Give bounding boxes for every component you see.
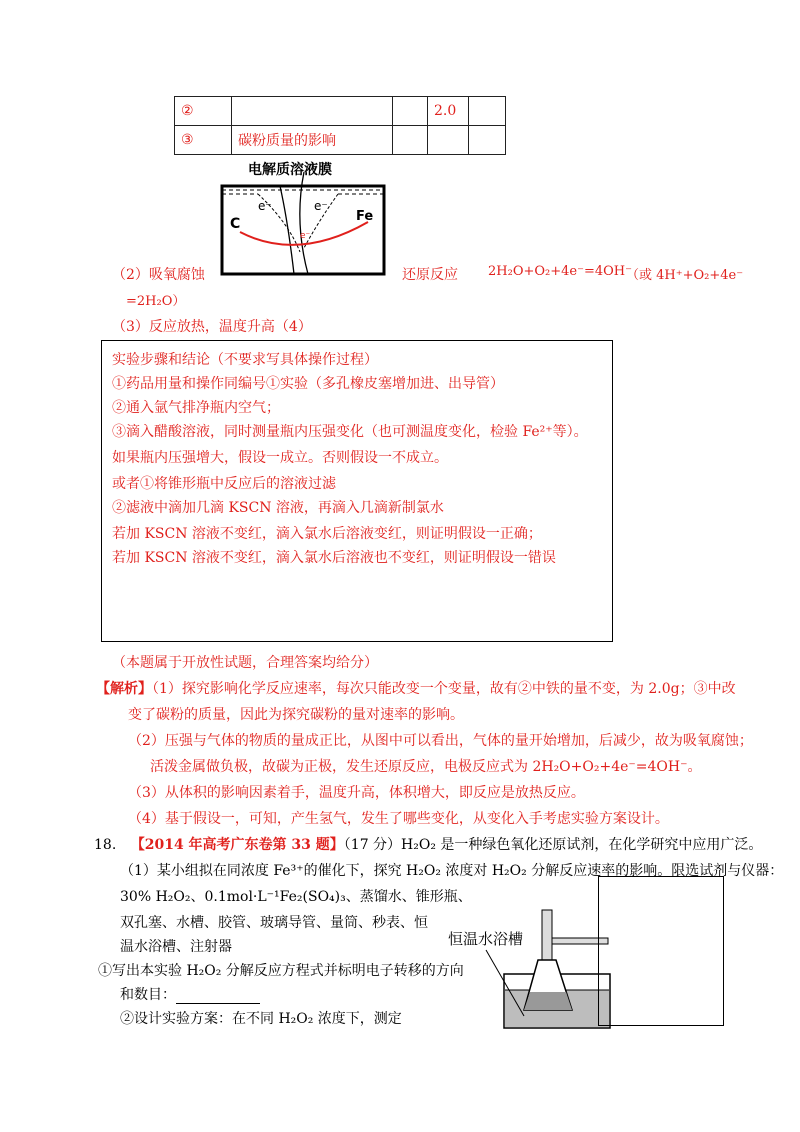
- electron-label: e⁻: [314, 199, 328, 213]
- box-line: 若加 KSCN 溶液不变红，滴入氯水后溶液也不变红，则证明假设一错误: [112, 550, 556, 566]
- conditions-table: [174, 96, 506, 155]
- answer-2-alt-equation: （或 4H⁺+O₂+4e⁻: [626, 268, 744, 283]
- question-text: ①写出本实验 H₂O₂ 分解反应方程式并标明电子转移的方向: [98, 963, 464, 979]
- question-18-header: [94, 834, 762, 854]
- table-cell: [232, 97, 393, 126]
- box-line: 实验步骤和结论（不要求写具体操作过程）: [112, 352, 378, 368]
- answer-3: （3）反应放热，温度升高（4）: [112, 319, 312, 335]
- answer-2-alt-equation-end: =2H₂O）: [126, 294, 186, 309]
- box-line: ③滴入醋酸溶液，同时测量瓶内压强变化（也可测温度变化，检验 Fe²⁺等）。: [112, 424, 588, 440]
- answer-blank[interactable]: [176, 989, 260, 1004]
- box-line: ①药品用量和操作同编号①实验（多孔橡皮塞增加进、出导管）: [112, 376, 504, 392]
- iron-label: Fe: [356, 209, 374, 224]
- box-line: ②滤液中滴加几滴 KSCN 溶液，再滴入几滴新制氯水: [112, 500, 444, 516]
- water-bath-figure: [446, 906, 616, 1030]
- question-source: 【2014 年高考广东卷第 33 题】: [130, 837, 344, 853]
- box-line: 若加 KSCN 溶液不变红，滴入氯水后溶液变红，则证明假设一正确；: [112, 526, 542, 542]
- analysis-text: 活泼金属做负极，故碳为正极，发生还原反应，电极反应式为 2H₂O+O₂+4e⁻=4OH⁻。: [150, 759, 702, 775]
- table-cell: 2.0: [428, 97, 469, 126]
- question-text: （1）某小组拟在同浓度 Fe³⁺的催化下，探究 H₂O₂ 浓度对 H₂O₂ 分解反应速率的影响。限选试剂与仪器：: [120, 863, 784, 879]
- table-cell: 碳粉质量的影响: [232, 126, 393, 155]
- question-text: 30% H₂O₂、0.1mol·L⁻¹Fe₂(SO₄)₃、蒸馏水、锥形瓶、: [120, 889, 472, 905]
- table-cell: [393, 126, 428, 155]
- answer-2-equation: 2H₂O+O₂+4e⁻=4OH⁻: [488, 264, 632, 279]
- table-cell: [393, 97, 428, 126]
- analysis-text: （2）压强与气体的物质的量成正比，从图中可以看出，气体的量开始增加，后减少，故为吸氧腐蚀；: [128, 733, 753, 749]
- table-cell: ③: [175, 126, 232, 155]
- table-row: [175, 97, 506, 126]
- question-text: [120, 984, 260, 1004]
- analysis-text: 变了碳粉的质量，因此为探究碳粉的量对速率的影响。: [128, 707, 464, 723]
- analysis-tag: 【解析】: [96, 681, 152, 697]
- table-cell: [469, 97, 506, 126]
- analysis-text: （3）从体积的影响因素着手，温度升高，体积增大，即反应是放热反应。: [128, 785, 585, 801]
- answer-2-label: （2）吸氧腐蚀: [112, 267, 205, 283]
- box-line: ②通入氩气排净瓶内空气；: [112, 400, 280, 416]
- box-line: 或者①将锥形瓶中反应后的溶液过滤: [112, 476, 336, 492]
- corrosion-diagram: [218, 152, 388, 278]
- box-line: 如果瓶内压强增大，假设一成立。否则假设一不成立。: [112, 450, 448, 466]
- question-text-label: 和数目：: [120, 987, 176, 1003]
- analysis-text: （4）基于假设一，可知，产生氢气，发生了哪些变化，从变化入手考虑实验方案设计。: [128, 811, 669, 827]
- water-bath-diagram: [446, 906, 616, 1030]
- analysis-line-1: [96, 678, 736, 698]
- question-text: ②设计实验方案：在不同 H₂O₂ 浓度下，测定: [120, 1011, 402, 1027]
- table-cell: [428, 126, 469, 155]
- analysis-text: （1）探究影响化学反应速率，每次只能改变一个变量，故有②中铁的量不变，为 2.0g；③中改: [152, 681, 736, 697]
- question-text: 温水浴槽、注射器: [120, 939, 232, 955]
- diagram-title: 电解质溶液膜: [248, 162, 332, 178]
- question-stem: （17 分）H₂O₂ 是一种绿色氧化还原试剂，在化学研究中应用广泛。: [343, 837, 763, 853]
- carbon-label: C: [230, 216, 241, 232]
- electron-label: e⁻: [300, 231, 311, 241]
- question-text: 双孔塞、水槽、胶管、玻璃导管、量筒、秒表、恒: [120, 915, 428, 931]
- question-number: 18.: [94, 837, 117, 853]
- table-cell: [469, 126, 506, 155]
- figure-corrosion: [218, 152, 388, 278]
- experiment-answer-box: [101, 340, 613, 642]
- answer-box[interactable]: [598, 876, 724, 1026]
- table-cell: ②: [175, 97, 232, 126]
- water-bath-label: 恒温水浴槽: [448, 930, 524, 948]
- table-row: [175, 126, 506, 155]
- grading-note: （本题属于开放性试题，合理答案均给分）: [112, 655, 378, 671]
- answer-2-reaction-type: 还原反应: [402, 267, 458, 283]
- electron-label: e⁻: [258, 199, 272, 213]
